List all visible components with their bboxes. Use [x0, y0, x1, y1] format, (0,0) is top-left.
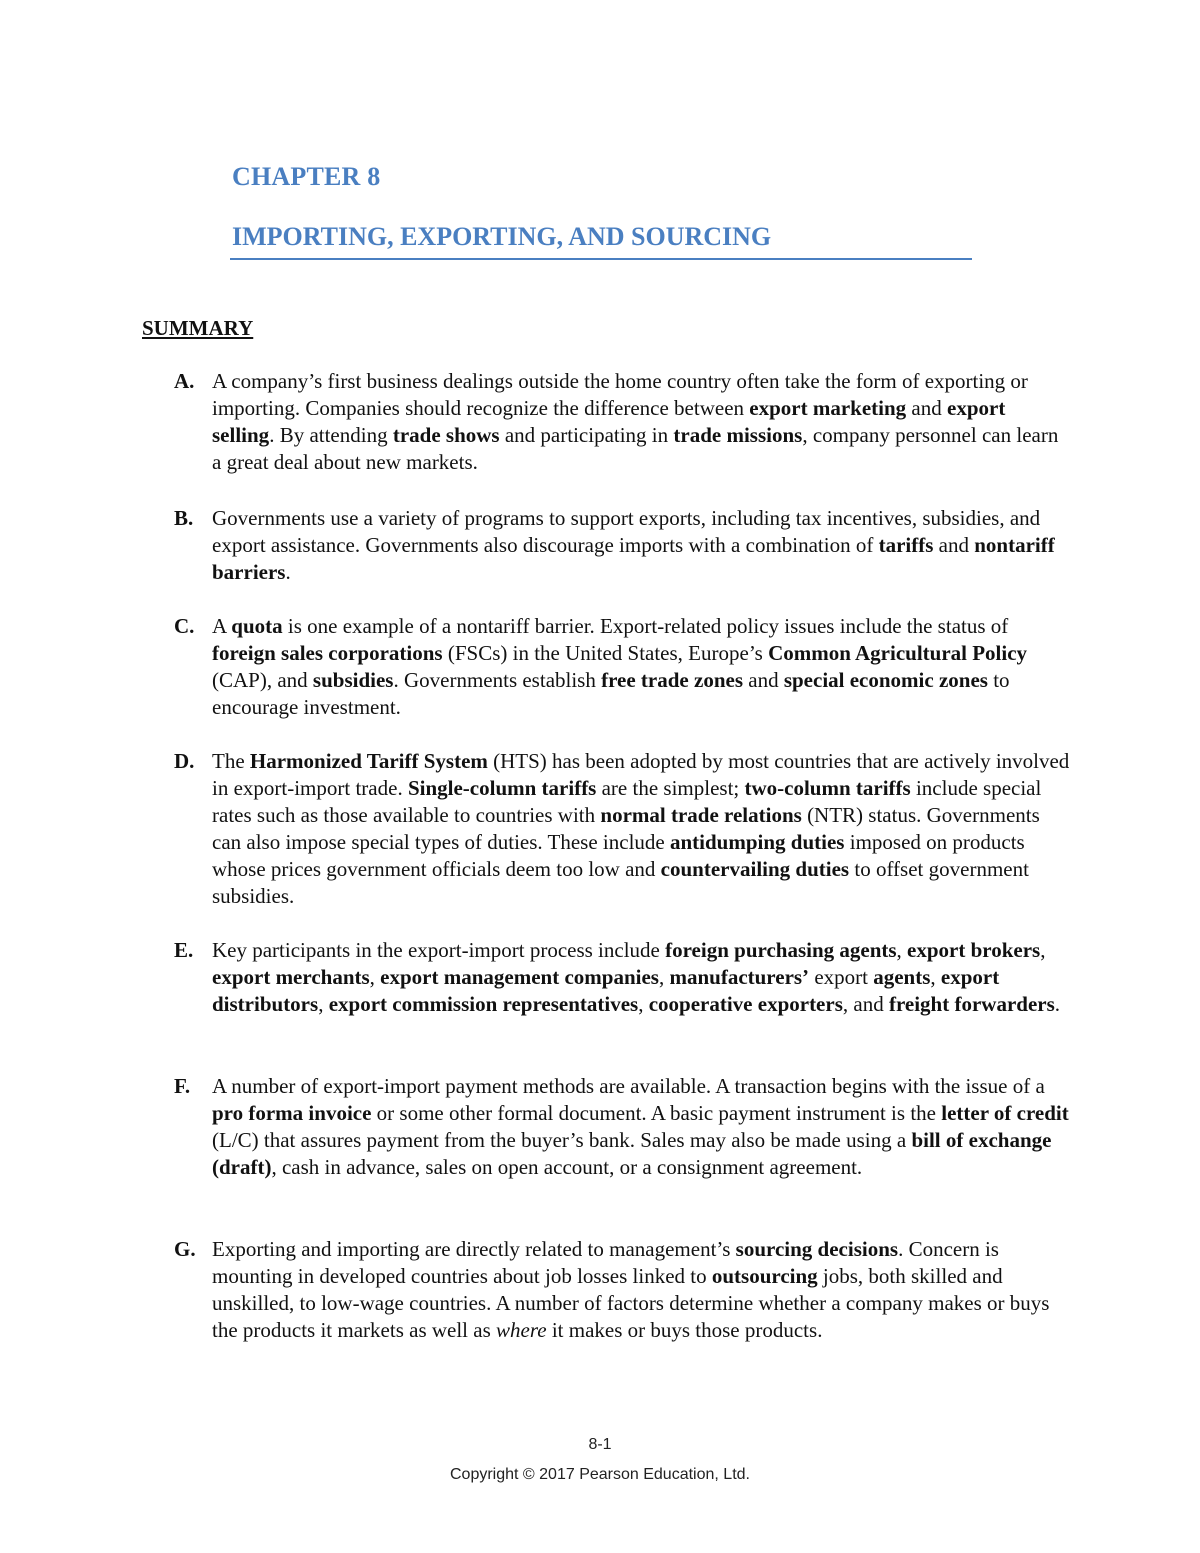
item-body	[212, 937, 1072, 1018]
item-body	[212, 1236, 1072, 1344]
body-text: and	[906, 396, 947, 420]
item-letter: B.	[174, 506, 194, 530]
body-text: is one example of a nontariff barrier. Export-related policy issues include the status of	[282, 614, 1009, 638]
emphasis-text: where	[496, 1318, 547, 1342]
item-letter: D.	[174, 749, 195, 773]
body-text: , and	[842, 992, 889, 1016]
body-text: .	[285, 560, 291, 584]
body-text: .	[1054, 992, 1061, 1016]
key-term: cooperative exporters	[648, 992, 843, 1016]
key-term: countervailing duties	[660, 857, 850, 881]
key-term: manufacturers’	[669, 965, 810, 989]
key-term: two-column tariffs	[744, 776, 911, 800]
body-text: ,	[369, 965, 381, 989]
key-term: outsourcing	[711, 1264, 818, 1288]
copyright-notice: Copyright © 2017 Pearson Education, Ltd.	[450, 1466, 750, 1483]
body-text: ,	[896, 938, 908, 962]
body-text: include special rates such as those available to countries with	[212, 776, 1042, 827]
key-term: sourcing decisions	[735, 1237, 899, 1261]
key-term: export management companies	[380, 965, 659, 989]
key-term: pro forma invoice	[212, 1101, 372, 1125]
key-term: trade shows	[392, 423, 500, 447]
item-letter: E.	[174, 938, 194, 962]
item-body	[212, 748, 1072, 910]
key-term: export distributors	[212, 965, 1000, 1016]
body-text: (CAP), and	[212, 668, 313, 692]
item-body	[212, 613, 1072, 721]
key-term: foreign purchasing agents	[665, 938, 897, 962]
key-term: export commission representatives	[328, 992, 639, 1016]
key-term: subsidies	[312, 668, 394, 692]
body-text: . Governments establish	[393, 668, 602, 692]
chapter-title: IMPORTING, EXPORTING, AND SOURCING	[232, 222, 772, 251]
body-text: (L/C) that assures payment from the buyer’s bank. Sales may also be made using a	[212, 1128, 912, 1152]
item-letter: A.	[174, 369, 195, 393]
summary-heading: SUMMARY	[142, 316, 254, 340]
body-text: and participating in	[499, 423, 674, 447]
key-term: quota	[231, 614, 283, 638]
body-text: to encourage investment.	[212, 668, 1010, 719]
page-number: 8-1	[588, 1436, 612, 1453]
item-body	[212, 1073, 1072, 1181]
body-text: Key participants in the export-import process include	[212, 938, 666, 962]
body-text: . By attending	[269, 423, 393, 447]
body-text: imposed on products whose prices government officials deem too low and	[212, 830, 1025, 881]
body-text: Exporting and importing are directly related to management’s	[212, 1237, 736, 1261]
key-term: Harmonized Tariff System	[249, 749, 488, 773]
body-text: ,	[658, 965, 670, 989]
body-text: A	[212, 614, 232, 638]
body-text: (FSCs) in the United States, Europe’s	[442, 641, 769, 665]
chapter-label: CHAPTER 8	[232, 162, 381, 191]
body-text: ,	[318, 992, 329, 1016]
key-term: antidumping duties	[670, 830, 845, 854]
body-text: to offset government subsidies.	[212, 857, 1029, 908]
title-underline-rule	[230, 258, 972, 260]
key-term: trade missions	[673, 423, 803, 447]
body-text: (HTS) has been adopted by most countries that are actively involved in export-import trade.	[212, 749, 1070, 800]
key-term: export marketing	[749, 396, 907, 420]
body-text: are the simplest;	[596, 776, 745, 800]
body-text: jobs, both skilled and unskilled, to low-wage countries. A number of factors determine whether a company makes or buys the products it markets as well as	[212, 1264, 1050, 1342]
body-text: export	[809, 965, 874, 989]
key-term: foreign sales corporations	[212, 641, 443, 665]
key-term: nontariff barriers	[212, 533, 1055, 584]
key-term: Common Agricultural Policy	[768, 641, 1028, 665]
key-term: normal trade relations	[600, 803, 802, 827]
item-body	[212, 505, 1072, 586]
body-text: (NTR) status. Governments can also impose special types of duties. These include	[212, 803, 1040, 854]
key-term: tariffs	[878, 533, 934, 557]
key-term: free trade zones	[601, 668, 743, 692]
key-term: export selling	[212, 396, 1006, 447]
body-text: Governments use a variety of programs to support exports, including tax incentives, subsidies, and export assistance. Governments also discourage imports with a combination of	[212, 506, 1041, 557]
key-term: freight forwarders	[888, 992, 1055, 1016]
body-text: A company’s first business dealings outside the home country often take the form of exporting or importing. Companies should recognize the difference between	[212, 369, 1028, 420]
key-term: letter of credit	[941, 1101, 1069, 1125]
item-letter: C.	[174, 614, 195, 638]
item-body	[212, 368, 1072, 476]
body-text: ,	[638, 992, 649, 1016]
body-text: and	[933, 533, 975, 557]
key-term: special economic zones	[783, 668, 988, 692]
body-text: A number of export-import payment methods are available. A transaction begins with the issue of a	[212, 1074, 1045, 1098]
body-text: it makes or buys those products.	[546, 1318, 823, 1342]
body-text: ,	[1040, 938, 1046, 962]
key-term: Single-column tariffs	[407, 776, 597, 800]
item-letter: G.	[174, 1237, 196, 1261]
body-text: , cash in advance, sales on open account, or a consignment agreement.	[271, 1155, 863, 1179]
body-text: and	[743, 668, 784, 692]
body-text: The	[212, 749, 250, 773]
item-letter: F.	[174, 1074, 191, 1098]
body-text: , company personnel can learn a great deal about new markets.	[212, 423, 1059, 474]
key-term: bill of exchange (draft)	[212, 1128, 1052, 1179]
body-text: ,	[930, 965, 941, 989]
key-term: export merchants	[212, 965, 370, 989]
body-text: or some other formal document. A basic payment instrument is the	[371, 1101, 942, 1125]
body-text: . Concern is mounting in developed countries about job losses linked to	[212, 1237, 999, 1288]
key-term: agents	[873, 965, 931, 989]
key-term: export brokers	[907, 938, 1041, 962]
